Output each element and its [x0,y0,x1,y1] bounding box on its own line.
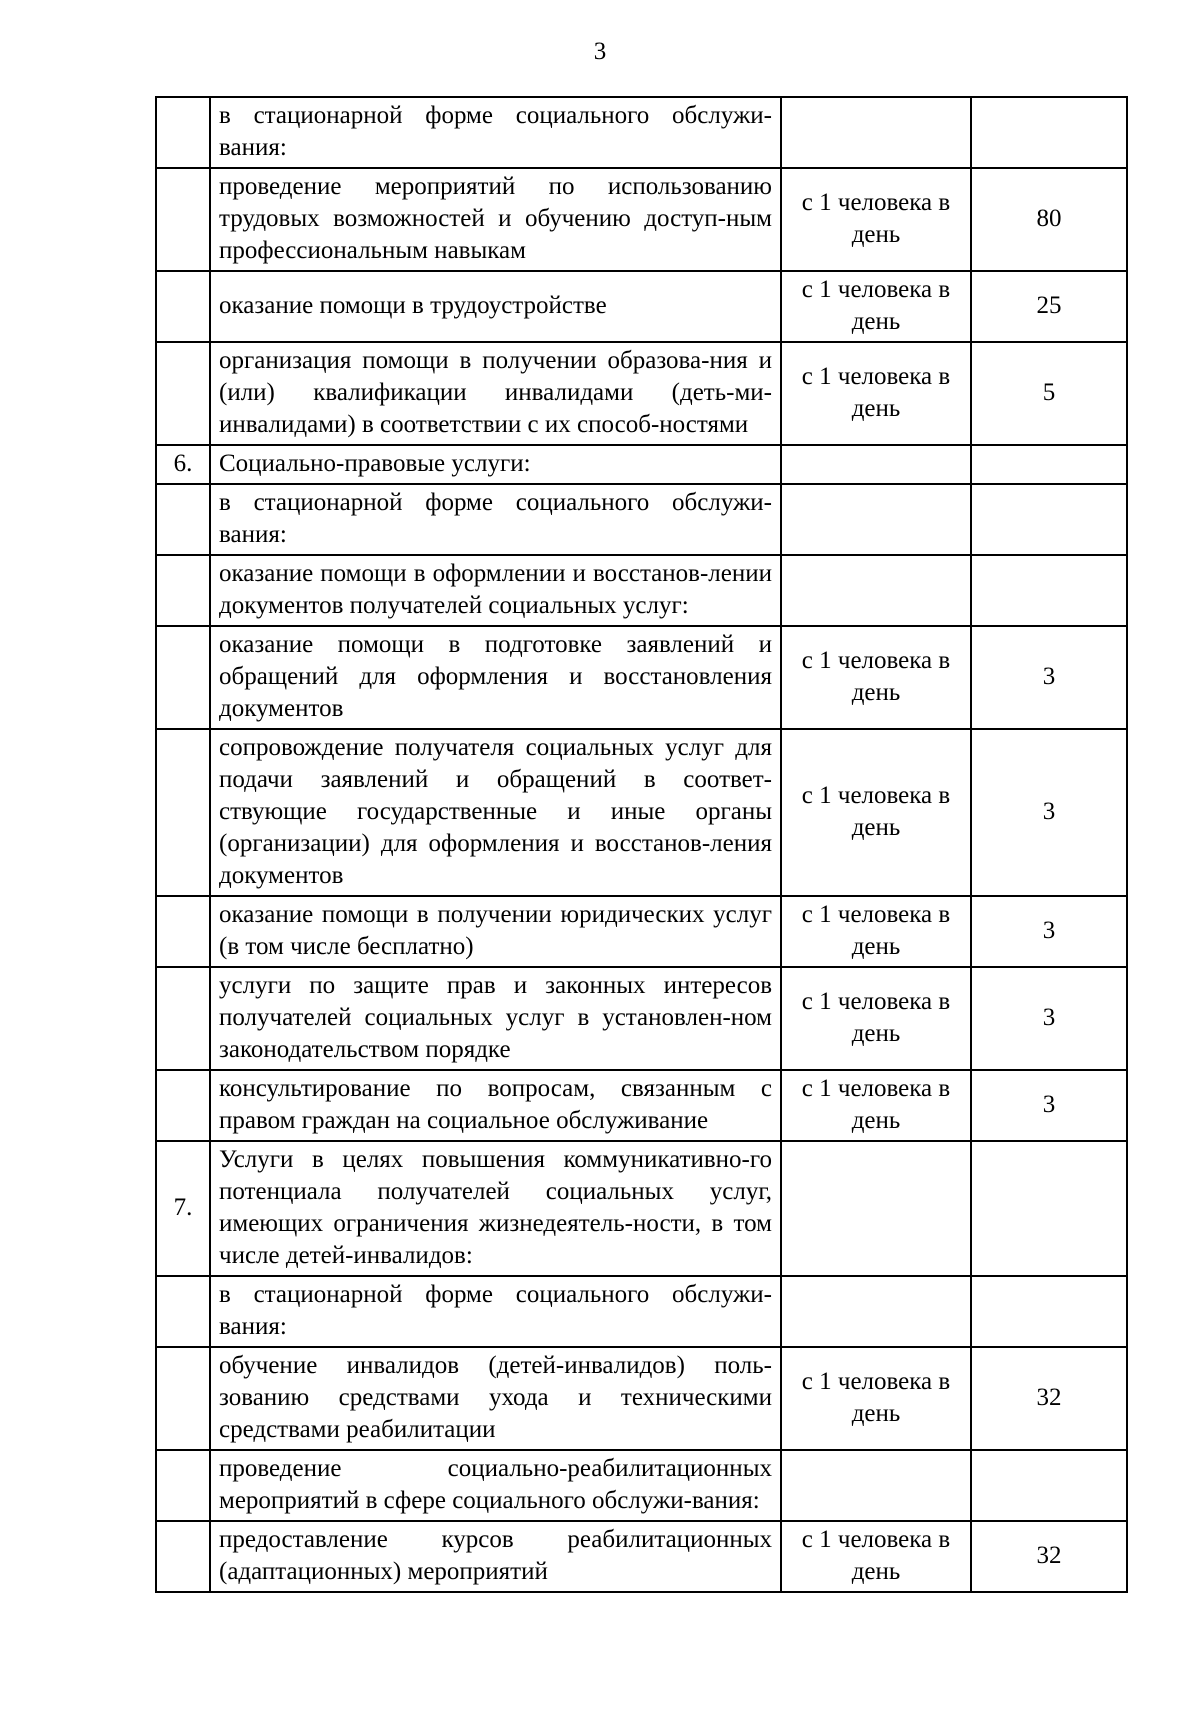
service-value-cell: 80 [971,168,1127,271]
service-name-cell: проведение социально-реабилитационных мероприятий в сфере социального обслужи-вания: [210,1450,781,1521]
service-unit-cell: с 1 человека в день [781,967,971,1070]
table-row [156,967,1127,1070]
service-name-cell: оказание помощи в получении юридических услуг (в том числе бесплатно) [210,896,781,967]
service-name-cell: услуги по защите прав и законных интересов получателей социальных услуг в установлен-ном законодательством порядке [210,967,781,1070]
table-row [156,1141,1127,1276]
service-unit-cell: с 1 человека в день [781,729,971,896]
service-unit-cell [781,1141,971,1276]
page-number: 3 [593,38,607,65]
service-unit-cell: с 1 человека в день [781,271,971,342]
table-row [156,1276,1127,1347]
service-value-cell: 3 [971,896,1127,967]
service-value-cell [971,1450,1127,1521]
table-row [156,729,1127,896]
service-unit-cell: с 1 человека в день [781,626,971,729]
row-number-cell [156,271,210,342]
service-name-cell: консультирование по вопросам, связанным с правом граждан на социальное обслуживание [210,1070,781,1141]
service-name-cell: оказание помощи в подготовке заявлений и обращений для оформления и восстановления документов [210,626,781,729]
row-number-cell [156,626,210,729]
table-row [156,555,1127,626]
service-value-cell: 32 [971,1347,1127,1450]
table-row [156,1347,1127,1450]
service-value-cell: 5 [971,342,1127,445]
row-number-cell [156,342,210,445]
row-number-cell [156,168,210,271]
services-table-body [156,97,1127,1592]
service-value-cell: 3 [971,626,1127,729]
table-row [156,1450,1127,1521]
row-number-cell: 6. [156,445,210,484]
service-value-cell [971,97,1127,168]
row-number-cell [156,1450,210,1521]
service-unit-cell: с 1 человека в день [781,168,971,271]
table-row [156,97,1127,168]
service-value-cell [971,1141,1127,1276]
services-table [155,96,1128,1593]
service-name-cell: в стационарной форме социального обслужи-вания: [210,484,781,555]
row-number-cell [156,1276,210,1347]
service-unit-cell: с 1 человека в день [781,896,971,967]
service-name-cell: предоставление курсов реабилитационных (адаптационных) мероприятий [210,1521,781,1592]
service-name-cell: Услуги в целях повышения коммуникативно-го потенциала получателей социальных услуг, имеющих ограничения жизнедеятель-ности, в том числе детей-инвалидов: [210,1141,781,1276]
table-row [156,445,1127,484]
service-value-cell: 3 [971,967,1127,1070]
service-unit-cell: с 1 человека в день [781,1347,971,1450]
service-unit-cell [781,97,971,168]
service-unit-cell [781,1276,971,1347]
service-name-cell: в стационарной форме социального обслужи-вания: [210,1276,781,1347]
service-value-cell [971,1276,1127,1347]
row-number-cell [156,484,210,555]
row-number-cell [156,97,210,168]
service-name-cell: Социально-правовые услуги: [210,445,781,484]
table-row [156,342,1127,445]
row-number-cell [156,1521,210,1592]
service-unit-cell [781,555,971,626]
row-number-cell [156,896,210,967]
service-name-cell: оказание помощи в трудоустройстве [210,271,781,342]
service-name-cell: организация помощи в получении образова-ния и (или) квалификации инвалидами (деть-ми-инвалидами) в соответствии с их способ-ностями [210,342,781,445]
service-value-cell [971,555,1127,626]
table-row [156,1070,1127,1141]
table-row [156,1521,1127,1592]
table-row [156,271,1127,342]
row-number-cell [156,555,210,626]
service-name-cell: проведение мероприятий по использованию трудовых возможностей и обучению доступ-ным профессиональным навыкам [210,168,781,271]
service-unit-cell [781,1450,971,1521]
service-name-cell: обучение инвалидов (детей-инвалидов) поль-зованию средствами ухода и техническими средствами реабилитации [210,1347,781,1450]
service-name-cell: в стационарной форме социального обслужи-вания: [210,97,781,168]
service-unit-cell: с 1 человека в день [781,1070,971,1141]
service-name-cell: оказание помощи в оформлении и восстанов-лении документов получателей социальных услуг: [210,555,781,626]
table-row [156,626,1127,729]
service-value-cell [971,445,1127,484]
service-value-cell [971,484,1127,555]
service-name-cell: сопровождение получателя социальных услуг для подачи заявлений и обращений в соответ-ствующие государственные и иные органы (организации) для оформления и восстанов-ления документов [210,729,781,896]
table-row [156,896,1127,967]
service-value-cell: 32 [971,1521,1127,1592]
table-row [156,168,1127,271]
service-unit-cell [781,484,971,555]
table-row [156,484,1127,555]
service-value-cell: 3 [971,729,1127,896]
service-unit-cell [781,445,971,484]
row-number-cell [156,967,210,1070]
row-number-cell [156,729,210,896]
services-table-container [155,96,1128,1593]
service-unit-cell: с 1 человека в день [781,342,971,445]
service-value-cell: 25 [971,271,1127,342]
row-number-cell [156,1070,210,1141]
service-value-cell: 3 [971,1070,1127,1141]
service-unit-cell: с 1 человека в день [781,1521,971,1592]
row-number-cell: 7. [156,1141,210,1276]
row-number-cell [156,1347,210,1450]
